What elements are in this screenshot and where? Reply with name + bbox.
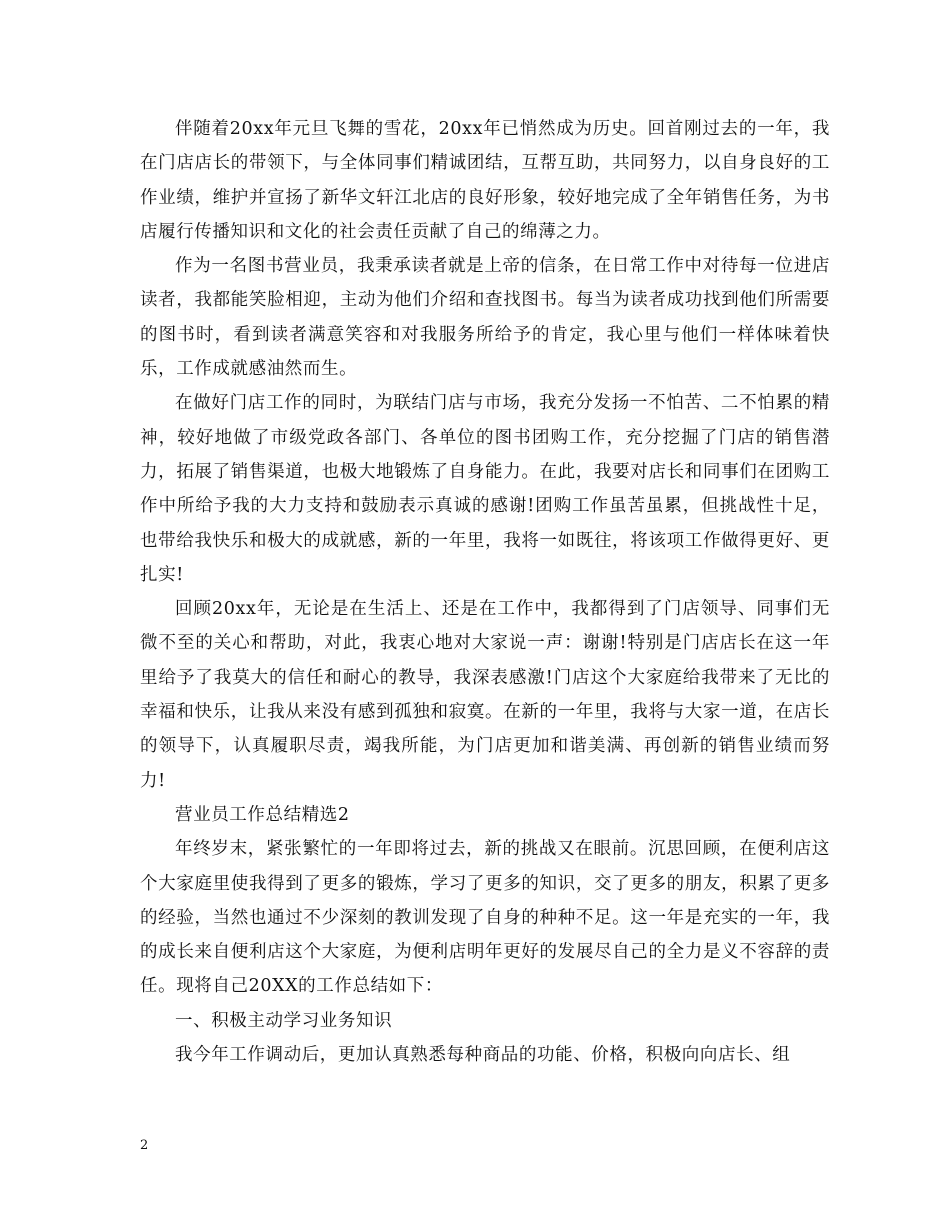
subheading-1: 一、积极主动学习业务知识 xyxy=(175,1010,393,1031)
document-body xyxy=(140,112,830,1072)
paragraph-4: 回顾20xx年，无论是在生活上、还是在工作中，我都得到了门店领导、同事们无微不至的关心和帮助，对此，我衷心地对大家说一声：谢谢!特别是门店店长在这一年里给予了我莫大的信任和耐心的教导，我深表感激!门店这个大家庭给我带来了无比的幸福和快乐，让我从来没有感到孤独和寂寞。在新的一年里，我将与大家一道，在店长的领导下，认真履职尽责，竭我所能，为门店更加和谐美满、再创新的销售业绩而努力! xyxy=(140,599,830,791)
section-heading-2: 营业员工作总结精选2 xyxy=(175,804,350,825)
page-number: 2 xyxy=(140,1138,149,1153)
paragraph-2: 作为一名图书营业员，我秉承读者就是上帝的信条，在日常工作中对待每一位进店读者，我都能笑脸相迎，主动为他们介绍和查找图书。每当为读者成功找到他们所需要的图书时，看到读者满意笑容和对我服务所给予的肯定，我心里与他们一样体味着快乐，工作成就感油然而生。 xyxy=(140,256,830,380)
paragraph-1: 伴随着20xx年元旦飞舞的雪花，20xx年已悄然成为历史。回首刚过去的一年，我在门店店长的带领下，与全体同事们精诚团结，互帮互助，共同努力，以自身良好的工作业绩，维护并宣扬了新华文轩江北店的良好形象，较好地完成了全年销售任务，为书店履行传播知识和文化的社会责任贡献了自己的绵薄之力。 xyxy=(140,119,830,242)
paragraph-6: 我今年工作调动后，更加认真熟悉每种商品的功能、价格，积极向向店长、组 xyxy=(175,1045,791,1066)
paragraph-3: 在做好门店工作的同时，为联结门店与市场，我充分发扬一不怕苦、二不怕累的精神，较好地做了市级党政各部门、各单位的图书团购工作，充分挖掘了门店的销售潜力，拓展了销售渠道，也极大地锻炼了自身能力。在此，我要对店长和同事们在团购工作中所给予我的大力支持和鼓励表示真诚的感谢!团购工作虽苦虽累，但挑战性十足，也带给我快乐和极大的成就感，新的一年里，我将一如既往，将该项工作做得更好、更扎实! xyxy=(140,393,830,585)
paragraph-5: 年终岁末，紧张繁忙的一年即将过去，新的挑战又在眼前。沉思回顾，在便利店这个大家庭里使我得到了更多的锻炼，学习了更多的知识，交了更多的朋友，积累了更多的经验，当然也通过不少深刻的教训发现了自身的种种不足。这一年是充实的一年，我的成长来自便利店这个大家庭，为便利店明年更好的发展尽自己的全力是义不容辞的责任。现将自己20XX的工作总结如下： xyxy=(140,839,830,997)
